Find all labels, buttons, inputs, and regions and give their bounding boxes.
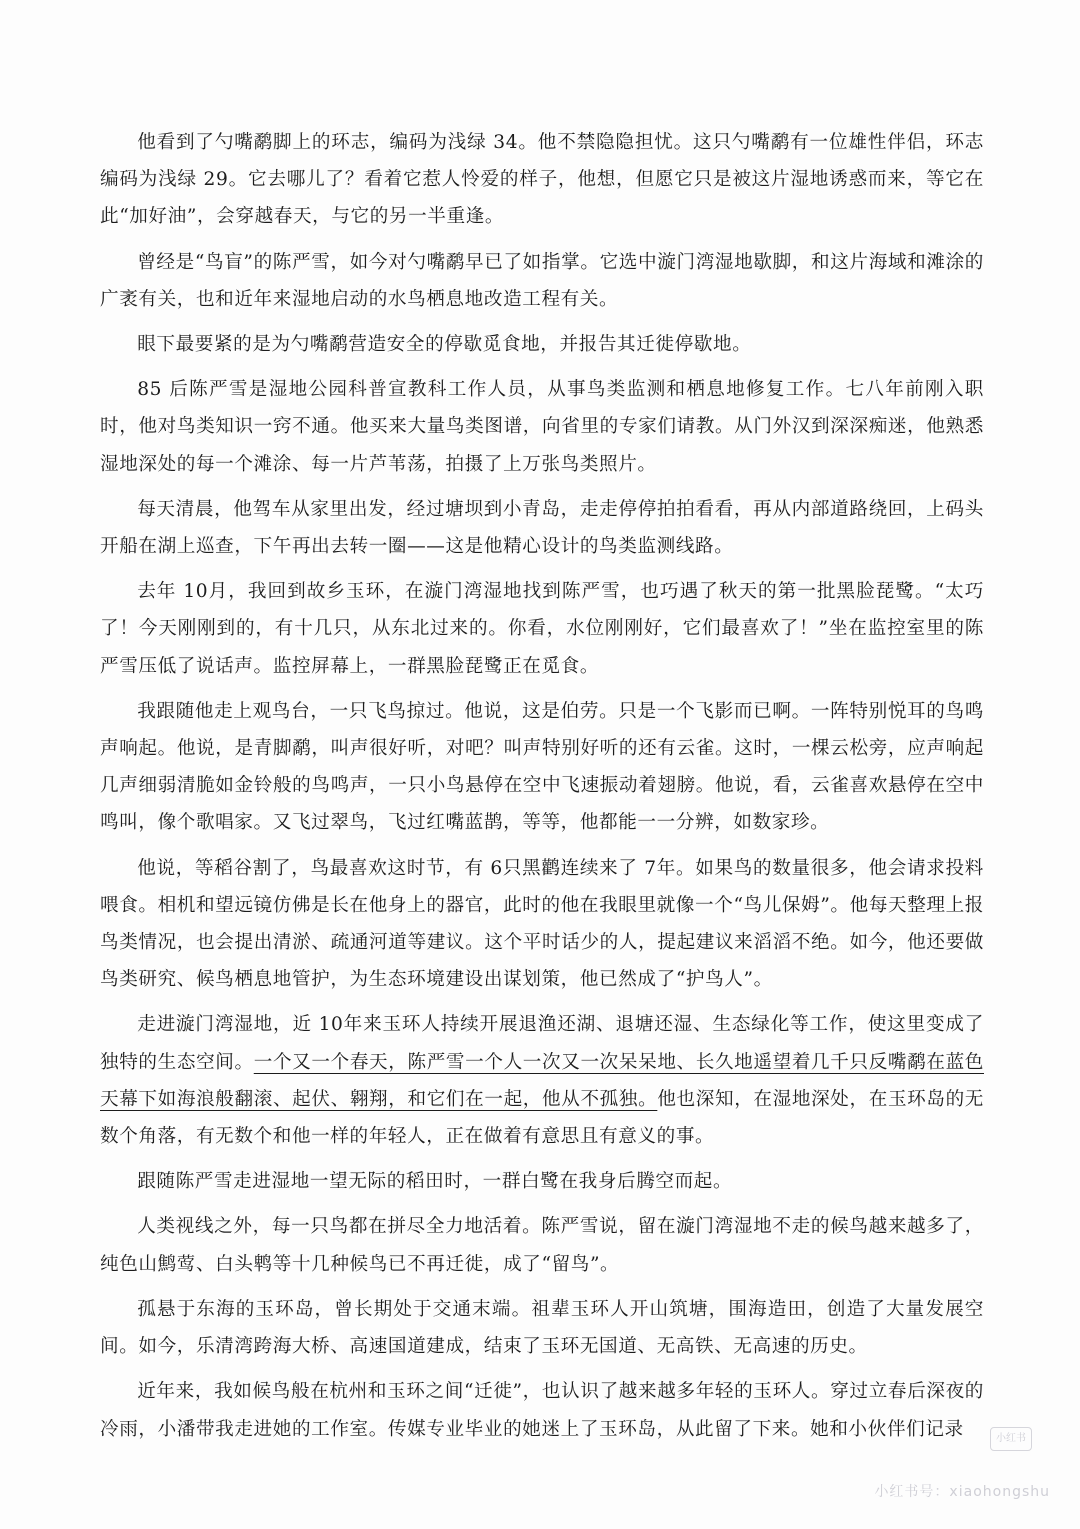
paragraph-1: 他看到了勺嘴鹬脚上的环志，编码为浅绿 34。他不禁隐隐担忧。这只勺嘴鹬有一位雄性伴侣，环志编码为浅绿 29。它去哪儿了？看着它惹人怜爱的样子，他想，但愿它只是被这片湿地诱惑而来，等它在此“加好油”，会穿越春天，与它的另一半重逢。 [100, 132, 984, 228]
paragraph-11: 人类视线之外，每一只鸟都在拼尽全力地活着。陈严雪说，留在漩门湾湿地不走的候鸟越来越多了，纯色山鹪莺、白头鹎等十几种候鸟已不再迁徙，成了“留鸟”。 [100, 1216, 984, 1275]
paragraph-7: 我跟随他走上观鸟台，一只飞鸟掠过。他说，这是伯劳。只是一个飞影而已啊。一阵特别悦耳的鸟鸣声响起。他说，是青脚鹬，叫声很好听，对吧？叫声特别好听的还有云雀。这时，一棵云松旁，应声响起几声细弱清脆如金铃般的鸟鸣声，一只小鸟悬停在空中飞速振动着翅膀。他说，看，云雀喜欢悬停在空中鸣叫，像个歌唱家。又飞过翠鸟，飞过红嘴蓝鹊，等等，他都能一一分辨，如数家珍。 [100, 700, 984, 834]
watermark-logo: 小红书 [990, 1427, 1032, 1451]
paragraph-4: 85 后陈严雪是湿地公园科普宣教科工作人员，从事鸟类监测和栖息地修复工作。七八年前刚入职时，他对鸟类知识一窍不通。他买来大量鸟类图谱，向省里的专家们请教。从门外汉到深深痴迷，他熟悉湿地深处的每一个滩涂、每一片芦苇荡，拍摄了上万张鸟类照片。 [100, 379, 984, 475]
paragraph-9-lead: 走进漩门湾湿地，近 10年来玉环人持续开展退渔还湖、退塘还湿、生态绿化等工作，使这里变成了独特的生态空间。 [100, 1014, 984, 1073]
paragraph-9-tail: 他也深知，在湿地深处，在玉环岛的无数个角落，有无数个和他一样的年轻人，正在做着有意思且有意义的事。 [100, 1088, 985, 1148]
paragraph-5: 每天清晨，他驾车从家里出发，经过塘坝到小青岛，走走停停拍拍看看，再从内部道路绕回，上码头开船在湖上巡查，下午再出去转一圈——这是他精心设计的鸟类监测线路。 [100, 498, 984, 558]
underlined-sentence: 一个又一个春天，陈严雪一个人一次又一次呆呆地、长久地遥望着几千只反嘴鹬在蓝色天幕下如海浪般翻滚、起伏、翱翔，和它们在一起，他从不孤独。 [100, 1051, 984, 1110]
paragraph-8: 他说，等稻谷割了，鸟最喜欢这时节，有 6只黑鹳连续来了 7年。如果鸟的数量很多，他会请求投料喂食。相机和望远镜仿佛是长在他身上的器官，此时的他在我眼里就像一个“鸟儿保姆”。他每天整理上报鸟类情况，也会提出清淤、疏通河道等建议。这个平时话少的人，提起建议来滔滔不绝。如今，他还要做鸟类研究、候鸟栖息地管护，为生态环境建设出谋划策，他已然成了“护鸟人”。 [100, 857, 984, 991]
paragraph-2: 曾经是“鸟盲”的陈严雪，如今对勺嘴鹬早已了如指掌。它选中漩门湾湿地歇脚，和这片海域和滩涂的广袤有关，也和近年来湿地启动的水鸟栖息地改造工程有关。 [100, 251, 984, 310]
paragraph-9 [100, 1006, 984, 1155]
paragraph-10: 跟随陈严雪走进湿地一望无际的稻田时，一群白鹭在我身后腾空而起。 [137, 1171, 733, 1193]
watermark-text: 小红书号：xiaohongshu [874, 1484, 1050, 1500]
paragraph-3: 眼下最要紧的是为勺嘴鹬营造安全的停歇觅食地，并报告其迁徙停歇地。 [137, 334, 752, 356]
paragraph-13: 近年来，我如候鸟般在杭州和玉环之间“迁徙”，也认识了越来越多年轻的玉环人。穿过立春后深夜的冷雨，小潘带我走进她的工作室。传媒专业毕业的她迷上了玉环岛，从此留了下来。她和小伙伴们记录 [100, 1381, 984, 1440]
paragraph-6: 去年 10月，我回到故乡玉环，在漩门湾湿地找到陈严雪，也巧遇了秋天的第一批黑脸琵鹭。“太巧了！今天刚刚到的，有十几只，从东北过来的。你看，水位刚刚好，它们最喜欢了！”坐在监控室里的陈严雪压低了说话声。监控屏幕上，一群黑脸琵鹭正在觅食。 [100, 581, 984, 677]
paragraph-12: 孤悬于东海的玉环岛，曾长期处于交通末端。祖辈玉环人开山筑塘，围海造田，创造了大量发展空间。如今，乐清湾跨海大桥、高速国道建成，结束了玉环无国道、无高铁、无高速的历史。 [100, 1298, 984, 1358]
article-body [100, 124, 984, 1456]
